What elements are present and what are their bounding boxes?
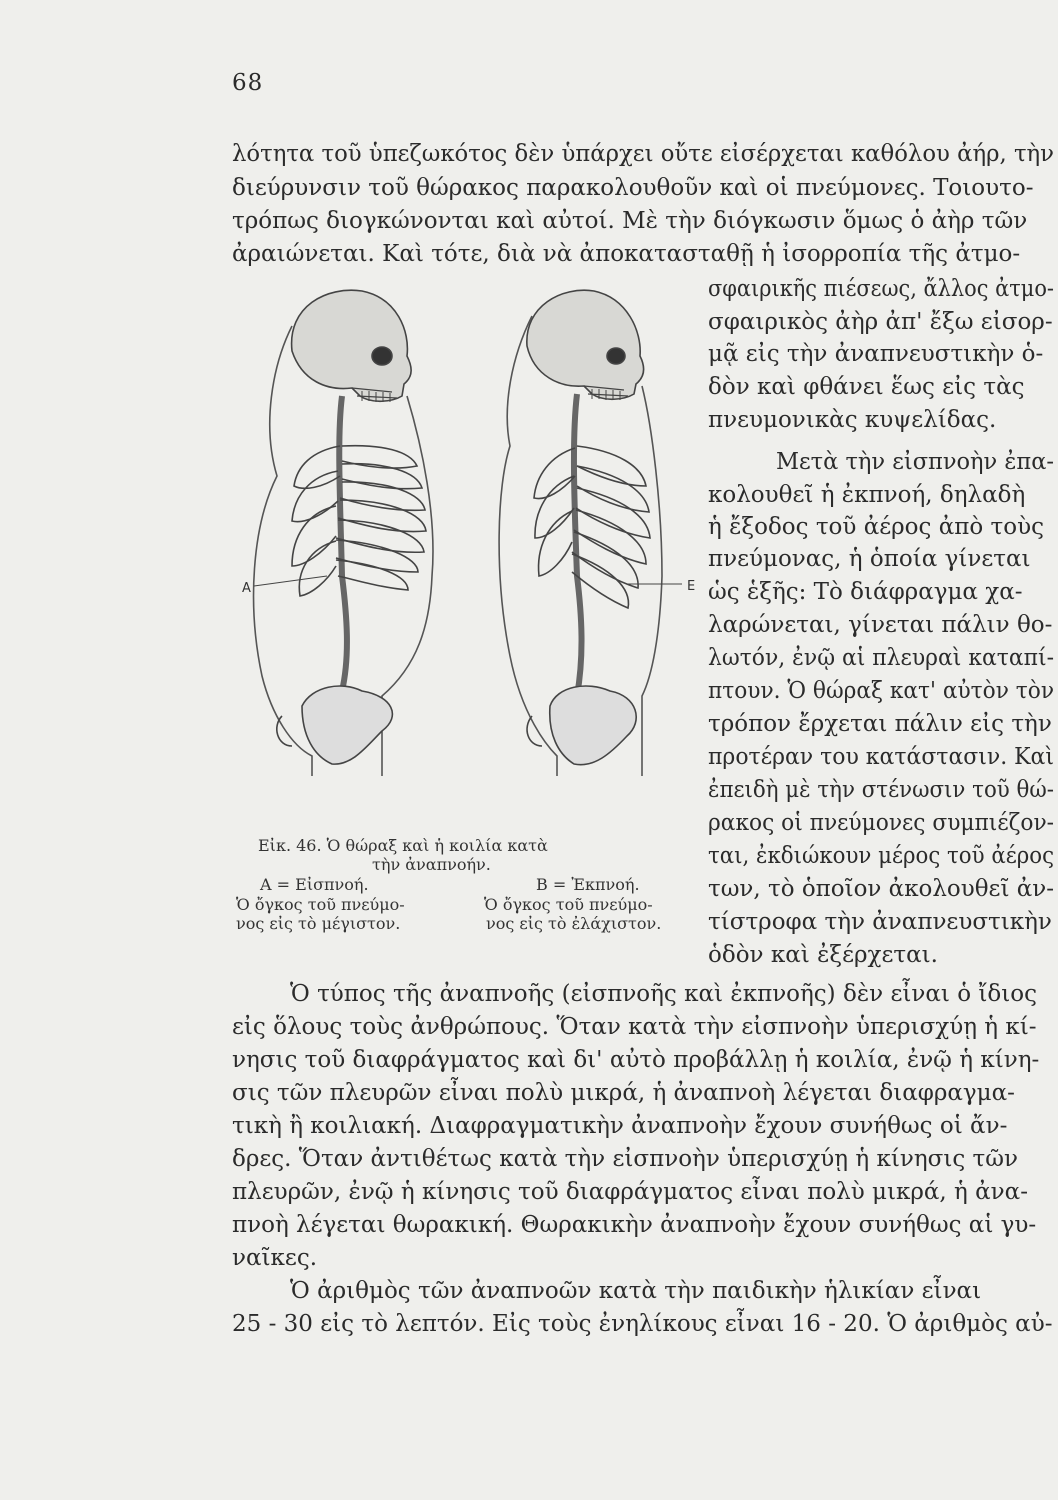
column-line: κολουθεῖ ἡ ἐκπνοή, δηλαδὴ [708, 482, 1026, 508]
figure-caption-a: A = Εἰσπνοή. [260, 875, 369, 894]
column-line: Μετὰ τὴν εἰσπνοὴν ἐπα- [776, 449, 1054, 475]
column-line: σφαιρικὸς ἀὴρ ἀπ' ἔξω εἰσορ- [708, 309, 1053, 335]
text-line: τικὴ ἢ κοιλιακή. Διαφραγματικὴν ἀναπνοὴν ἔχουν συνήθως οἱ ἄν- [232, 1113, 1008, 1139]
column-line: λωτόν, ἐνῷ αἱ πλευραὶ καταπί- [708, 645, 1054, 671]
column-line: ἐπειδὴ μὲ τὴν στένωσιν τοῦ θώ- [708, 777, 1054, 803]
figure-caption-b-1: Ὁ ὄγκος τοῦ πνεύμο- [484, 895, 653, 914]
page-number: 68 [232, 70, 264, 96]
column-line: πνευμονικὰς κυψελίδας. [708, 407, 997, 433]
column-line: των, τὸ ὁποῖον ἀκολουθεῖ ἀν- [708, 876, 1054, 902]
column-line: ὁδὸν καὶ ἐξέρχεται. [708, 942, 938, 968]
skeleton-illustration [232, 276, 706, 816]
label-e: E [687, 579, 696, 594]
skeleton-figure [232, 276, 706, 816]
text-line: τρόπως διογκώνονται καὶ αὐτοί. Μὲ τὴν διόγκωσιν ὅμως ὁ ἀὴρ τῶν [232, 208, 1028, 234]
column-line: ρακος οἱ πνεύμονες συμπιέζον- [708, 810, 1054, 836]
text-line: ἀραιώνεται. Καὶ τότε, διὰ νὰ ἀποκατασταθῇ ἡ ἰσορροπία τῆς ἀτμο- [232, 241, 1021, 267]
text-line: ναῖκες. [232, 1245, 318, 1271]
text-line: Ὁ ἀριθμὸς τῶν ἀναπνοῶν κατὰ τὴν παιδικὴν ἡλικίαν εἶναι [290, 1278, 982, 1304]
right-skeleton [499, 290, 662, 776]
label-a: A [242, 581, 251, 596]
column-line: ὡς ἑξῆς: Τὸ διάφραγμα χα- [708, 579, 1023, 605]
text-line: νησις τοῦ διαφράγματος καὶ δι' αὐτὸ προβάλλῃ ἡ κοιλία, ἐνῷ ἡ κίνη- [232, 1047, 1040, 1073]
text-line: πλευρῶν, ἐνῷ ἡ κίνησις τοῦ διαφράγματος εἶναι πολὺ μικρά, ἡ ἀνα- [232, 1179, 1028, 1205]
text-line: 25 - 30 εἰς τὸ λεπτόν. Εἰς τοὺς ἐνηλίκους εἶναι 16 - 20. Ὁ ἀριθμὸς αὐ- [232, 1311, 1053, 1337]
column-line: προτέραν του κατάστασιν. Καὶ [708, 744, 1054, 770]
column-line: δὸν καὶ φθάνει ἕως εἰς τὰς [708, 374, 1025, 400]
column-line: λαρώνεται, γίνεται πάλιν θο- [708, 612, 1053, 638]
left-skeleton [254, 290, 433, 776]
text-line: πνοὴ λέγεται θωρακική. Θωρακικὴν ἀναπνοὴν ἔχουν συνήθως αἱ γυ- [232, 1212, 1037, 1238]
text-line: σις τῶν πλευρῶν εἶναι πολὺ μικρά, ἡ ἀναπνοὴ λέγεται διαφραγμα- [232, 1080, 1015, 1106]
column-line: τρόπον ἔρχεται πάλιν εἰς τὴν [708, 711, 1052, 737]
figure-caption-title-2: τὴν ἀναπνοήν. [372, 855, 491, 874]
text-line: εἰς ὅλους τοὺς ἀνθρώπους. Ὅταν κατὰ τὴν εἰσπνοὴν ὑπερισχύῃ ἡ κί- [232, 1014, 1037, 1040]
column-line: μᾷ εἰς τὴν ἀναπνευστικὴν ὁ- [708, 341, 1044, 367]
figure-caption-a-2: νος εἰς τὸ μέγιστον. [236, 914, 401, 933]
figure-caption-b: B = Ἐκπνοή. [536, 875, 640, 894]
text-line: λότητα τοῦ ὑπεζωκότος δὲν ὑπάρχει οὔτε εἰσέρχεται καθόλου ἀήρ, τὴν [232, 141, 1054, 167]
column-line: ἡ ἔξοδος τοῦ ἀέρος ἀπὸ τοὺς [708, 514, 1044, 540]
column-line: πνεύμονας, ἡ ὁποία γίνεται [708, 546, 1031, 572]
figure-caption-b-2: νος εἰς τὸ ἐλάχιστον. [486, 914, 662, 933]
text-line: δρες. Ὅταν ἀντιθέτως κατὰ τὴν εἰσπνοὴν ὑπερισχύῃ ἡ κίνησις τῶν [232, 1146, 1018, 1172]
figure-caption-title: Εἰκ. 46. Ὁ θώραξ καὶ ἡ κοιλία κατὰ [258, 836, 548, 855]
text-line: διεύρυνσιν τοῦ θώρακος παρακολουθοῦν καὶ οἱ πνεύμονες. Τοιουτο- [232, 175, 1034, 201]
column-line: ται, ἐκδιώκουν μέρος τοῦ ἀέρος [708, 843, 1054, 869]
text-line: Ὁ τύπος τῆς ἀναπνοῆς (εἰσπνοῆς καὶ ἐκπνοῆς) δὲν εἶναι ὁ ἴδιος [290, 981, 1037, 1007]
column-line: πτουν. Ὁ θώραξ κατ' αὐτὸν τὸν [708, 678, 1054, 704]
column-line: σφαιρικῆς πιέσεως, ἄλλος ἀτμο- [708, 276, 1054, 302]
figure-caption-a-1: Ὁ ὄγκος τοῦ πνεύμο- [236, 895, 405, 914]
column-line: τίστροφα τὴν ἀναπνευστικὴν [708, 909, 1052, 935]
